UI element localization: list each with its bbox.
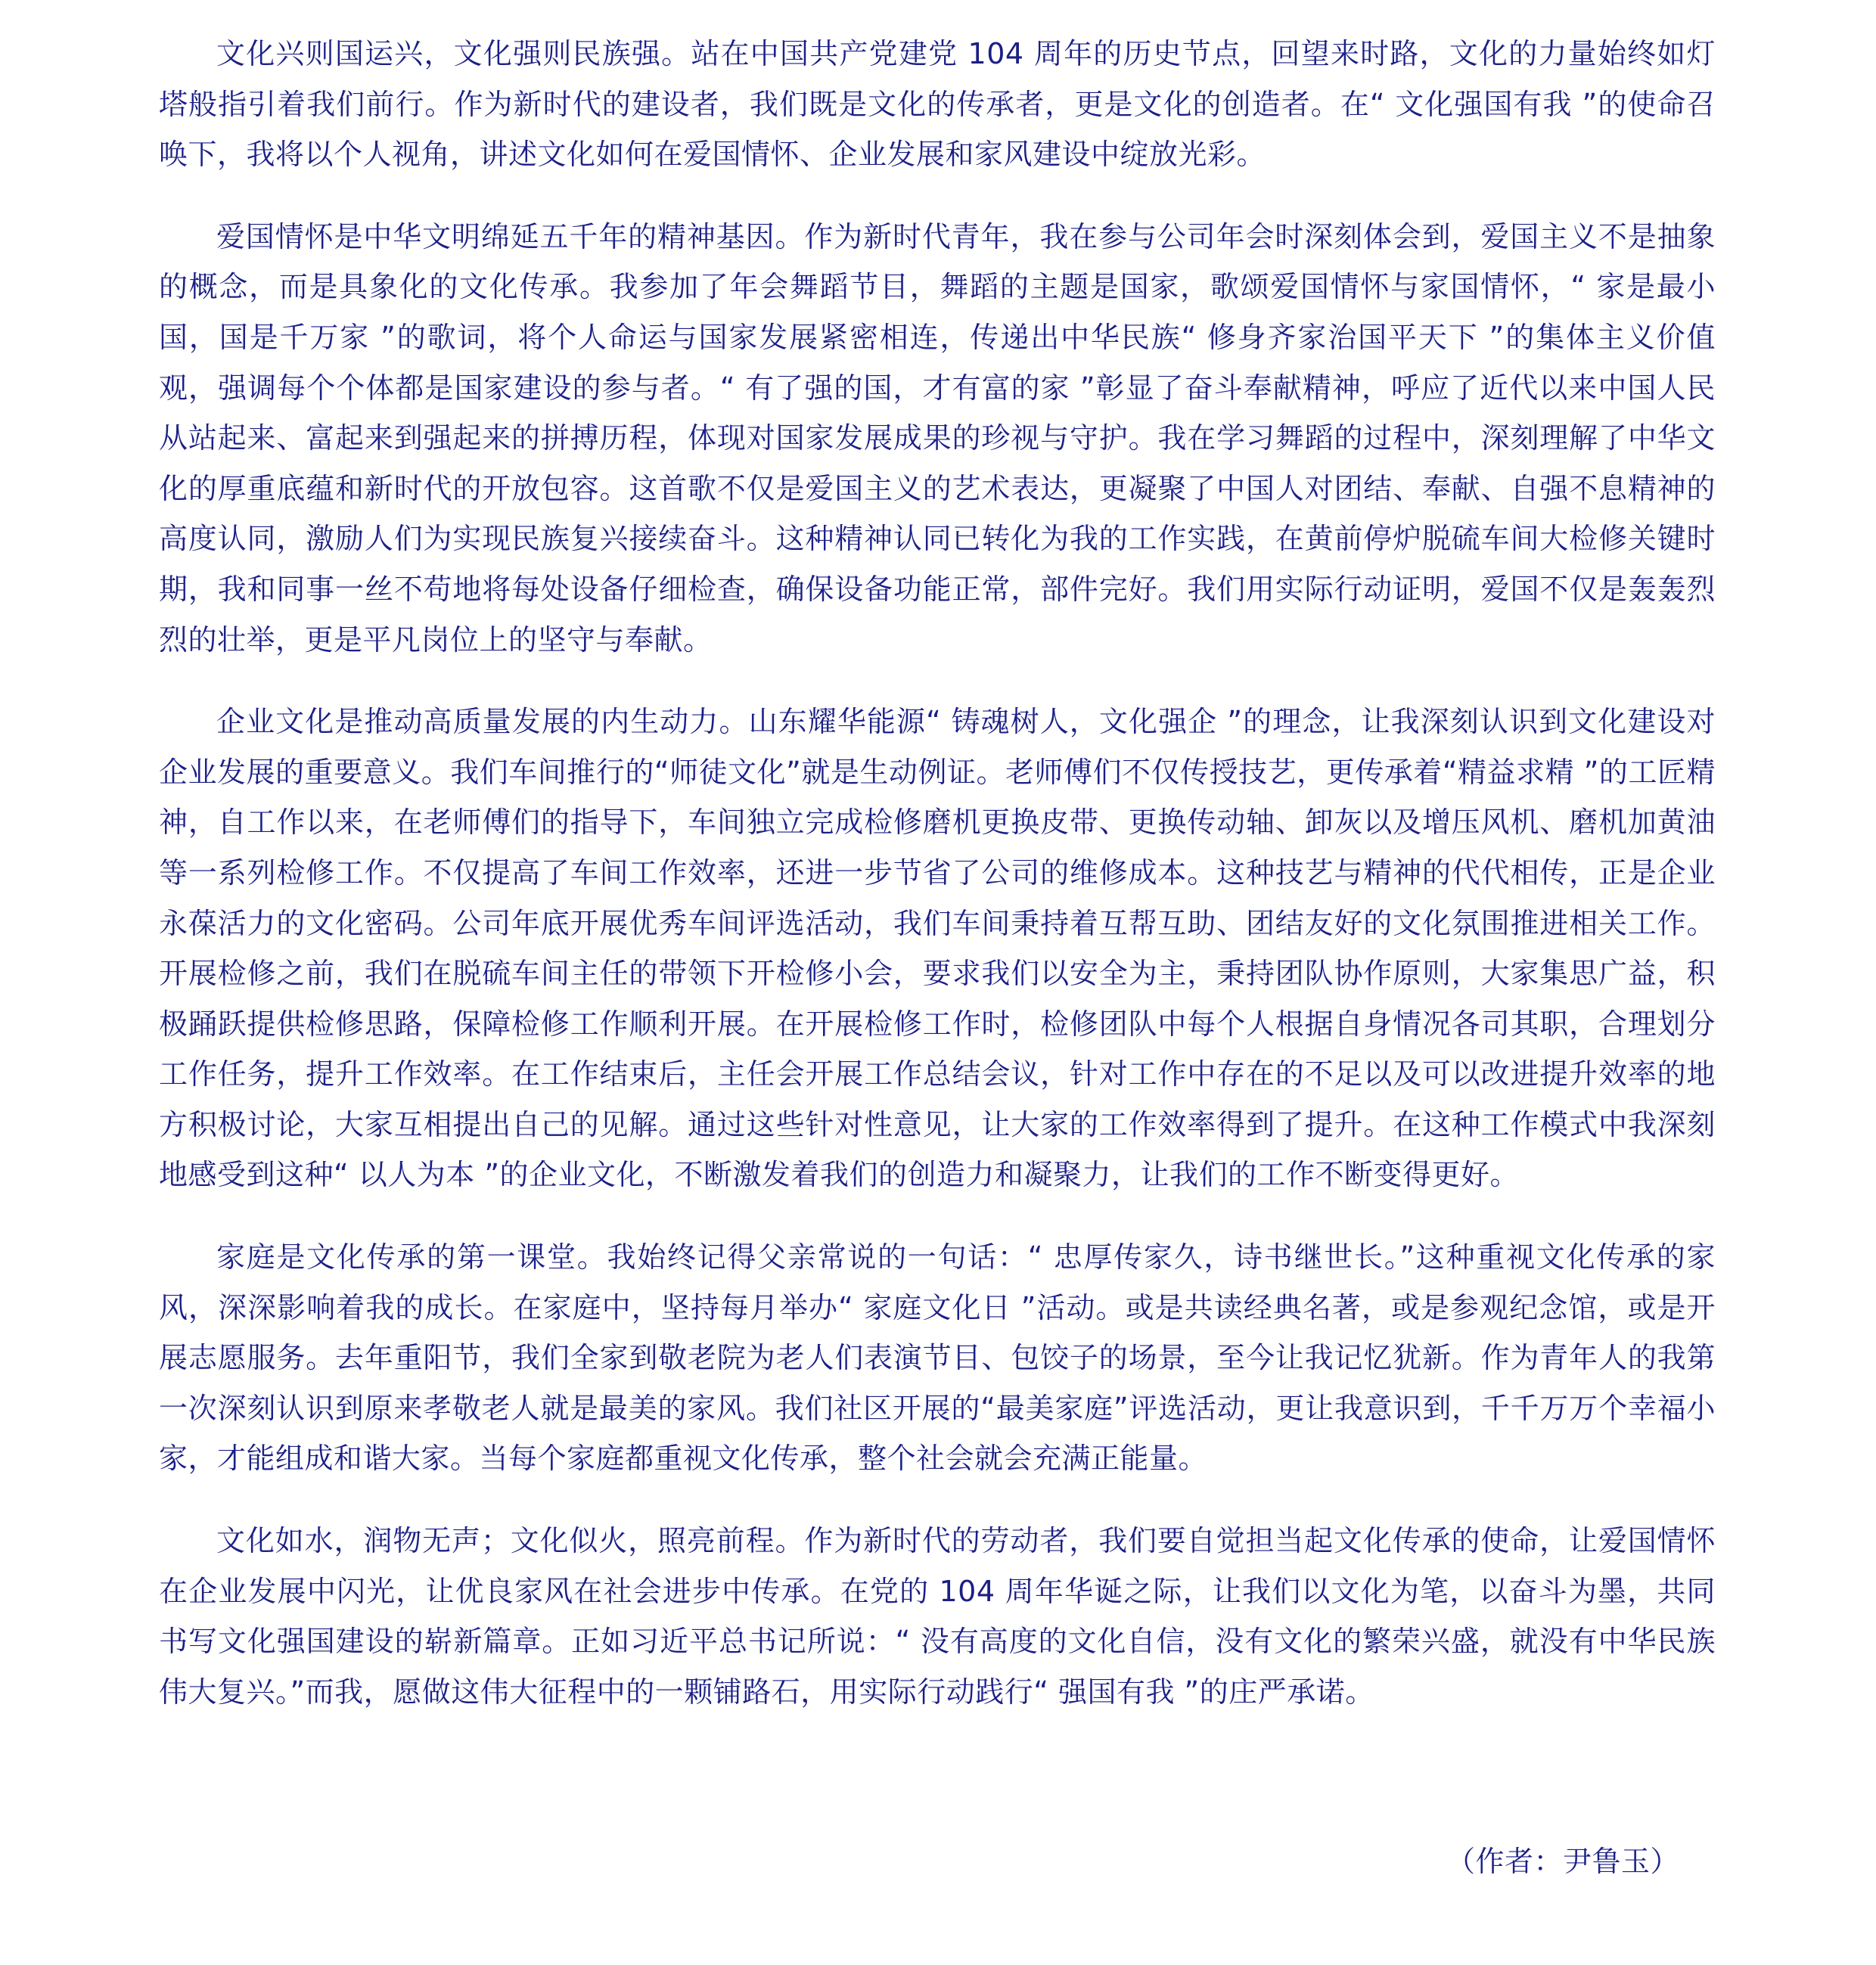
paragraph-conclusion: 文化如水，润物无声；文化似火，照亮前程。作为新时代的劳动者，我们要自觉担当起文化传承的使命，让爱国情怀在企业发展中闪光，让优良家风在社会进步中传承。在党的 104 周年华诞之际，让我们以文化为笔，以奋斗为墨，共同书写文化强国建设的崭新篇章。正如习近平总书记所说：“ 没有高度的文化自信，没有文化的繁荣兴盛，就没有中华民族伟大复兴。”而我，愿做这伟大征程中的一颗铺路石，用实际行动践行“ 强国有我 ”的庄严承诺。 — [159, 1524, 1716, 1709]
paragraph-intro: 文化兴则国运兴，文化强则民族强。站在中国共产党建党 104 周年的历史节点，回望来时路，文化的力量始终如灯塔般指引着我们前行。作为新时代的建设者，我们既是文化的传承者，更是文化的创造者。在“ 文化强国有我 ”的使命召唤下，我将以个人视角，讲述文化如何在爱国情怀、企业发展和家风建设中绽放光彩。 — [159, 37, 1716, 172]
author-byline: （作者：尹鲁玉） — [1446, 1845, 1679, 1878]
paragraph-corporate-culture: 企业文化是推动高质量发展的内生动力。山东耀华能源“ 铸魂树人，文化强企 ”的理念，让我深刻认识到文化建设对企业发展的重要意义。我们车间推行的“师徒文化”就是生动例证。老师傅们不仅传授技艺，更传承着“精益求精 ”的工匠精神，自工作以来，在老师傅们的指导下，车间独立完成检修磨机更换皮带、更换传动轴、卸灰以及增压风机、磨机加黄油等一系列检修工作。不仅提高了车间工作效率，还进一步节省了公司的维修成本。这种技艺与精神的代代相传，正是企业永葆活力的文化密码。公司年底开展优秀车间评选活动，我们车间秉持着互帮互助、团结友好的文化氛围推进相关工作。开展检修之前，我们在脱硫车间主任的带领下开检修小会，要求我们以安全为主，秉持团队协作原则，大家集思广益，积极踊跃提供检修思路，保障检修工作顺利开展。在开展检修工作时，检修团队中每个人根据自身情况各司其职，合理划分工作任务，提升工作效率。在工作结束后，主任会开展工作总结会议，针对工作中存在的不足以及可以改进提升效率的地方积极讨论，大家互相提出自己的见解。通过这些针对性意见，让大家的工作效率得到了提升。在这种工作模式中我深刻地感受到这种“ 以人为本 ”的企业文化，不断激发着我们的创造力和凝聚力，让我们的工作不断变得更好。 — [159, 705, 1716, 1192]
article-body — [159, 29, 1716, 1749]
paragraph-family-tradition: 家庭是文化传承的第一课堂。我始终记得父亲常说的一句话：“ 忠厚传家久，诗书继世长。”这种重视文化传承的家风，深深影响着我的成长。在家庭中，坚持每月举办“ 家庭文化日 ”活动。或是共读经典名著，或是参观纪念馆，或是开展志愿服务。去年重阳节，我们全家到敬老院为老人们表演节目、包饺子的场景，至今让我记忆犹新。作为青年人的我第一次深刻认识到原来孝敬老人就是最美的家风。我们社区开展的“最美家庭”评选活动，更让我意识到，千千万万个幸福小家，才能组成和谐大家。当每个家庭都重视文化传承，整个社会就会充满正能量。 — [159, 1240, 1716, 1476]
paragraph-patriotism: 爱国情怀是中华文明绵延五千年的精神基因。作为新时代青年，我在参与公司年会时深刻体会到，爱国主义不是抽象的概念，而是具象化的文化传承。我参加了年会舞蹈节目，舞蹈的主题是国家，歌颂爱国情怀与家国情怀，“ 家是最小国，国是千万家 ”的歌词，将个人命运与国家发展紧密相连，传递出中华民族“ 修身齐家治国平天下 ”的集体主义价值观，强调每个个体都是国家建设的参与者。“ 有了强的国，才有富的家 ”彰显了奋斗奉献精神，呼应了近代以来中国人民从站起来、富起来到强起来的拼搏历程，体现对国家发展成果的珍视与守护。我在学习舞蹈的过程中，深刻理解了中华文化的厚重底蕴和新时代的开放包容。这首歌不仅是爱国主义的艺术表达，更凝聚了中国人对团结、奉献、自强不息精神的高度认同，激励人们为实现民族复兴接续奋斗。这种精神认同已转化为我的工作实践，在黄前停炉脱硫车间大检修关键时期，我和同事一丝不苟地将每处设备仔细检查，确保设备功能正常，部件完好。我们用实际行动证明，爱国不仅是轰轰烈烈的壮举，更是平凡岗位上的坚守与奉献。 — [159, 219, 1716, 657]
